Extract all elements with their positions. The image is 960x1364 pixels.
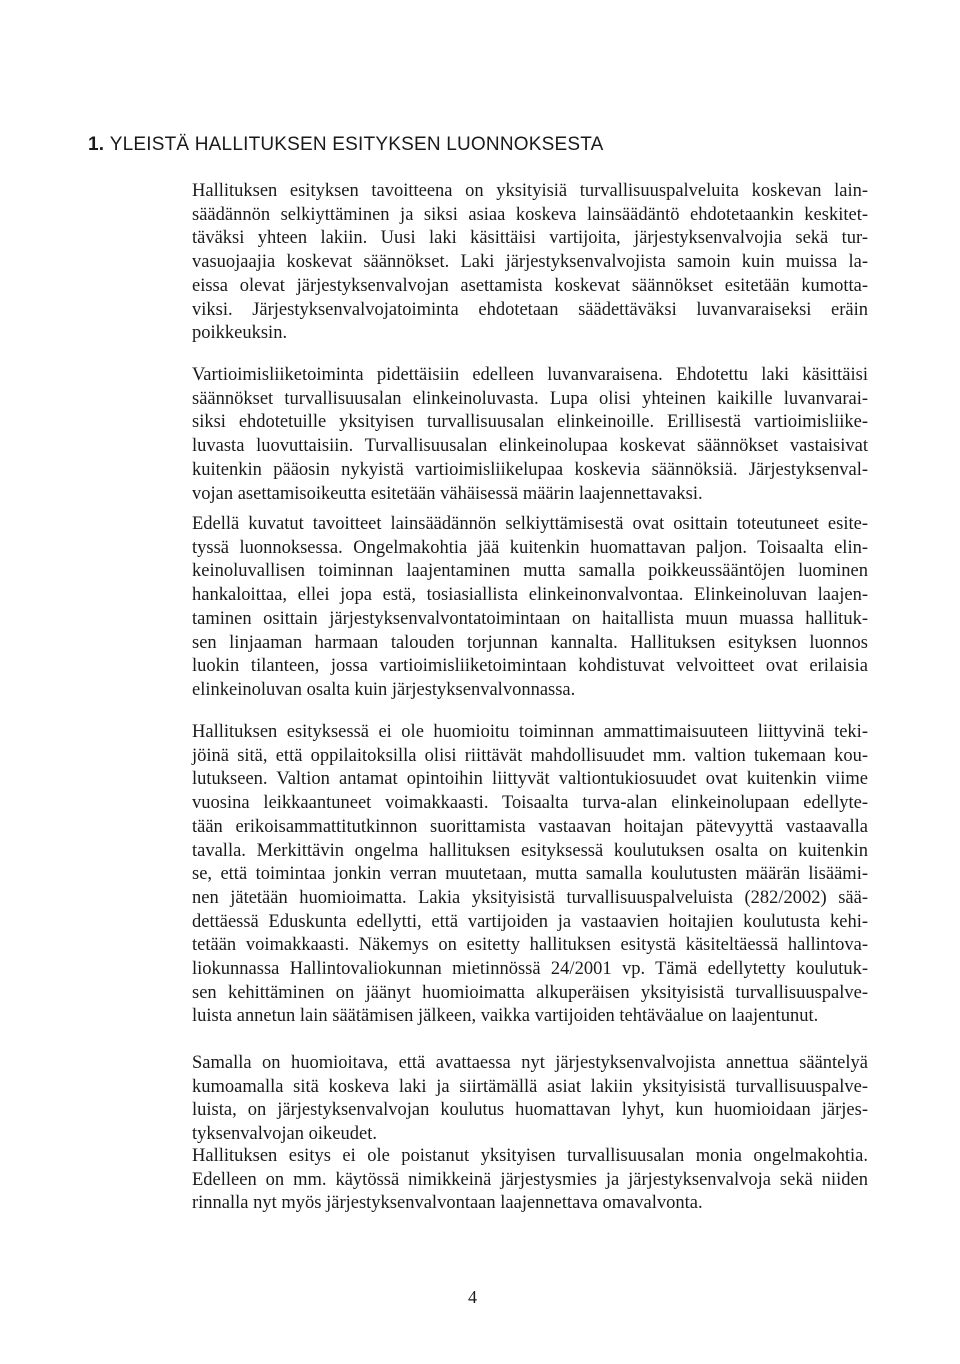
page-number: 4 [468, 1287, 477, 1307]
paragraph-line: Edellä kuvatut tavoitteet lainsäädännön selkiyttämisestä ovat osittain toteutuneet esite- [192, 514, 868, 534]
paragraph [192, 513, 868, 703]
paragraph-line: luista, on järjestyksenvalvojan koulutus huomattavan lyhyt, kun huomioidaan järjes- [192, 1100, 868, 1121]
paragraph-line: luvasta luovuttaisiin. Turvallisuusalan elinkeinolupaa koskevat säännökset vastaisivat [192, 436, 868, 457]
paragraph-line: nen jätetään huomioimatta. Lakia yksityisistä turvallisuuspalveluista (282/2002) sää- [192, 887, 868, 908]
paragraph-line: Samalla on huomioitava, että avattaessa nyt järjestyksenvalvojista annettua sääntelyä [192, 1053, 868, 1073]
paragraph-line: Hallituksen esitys ei ole poistanut yksityisen turvallisuusalan monia ongelmakohtia. [192, 1146, 868, 1166]
paragraph-line: tään erikoisammattitutkinnon suorittamista vastaavan hoitajan pätevyyttä vastaavalla [192, 816, 868, 837]
paragraph [192, 1145, 868, 1216]
paragraph-line: vuosina leikkaantuneet voimakkaasti. Toisaalta turva-alan elinkeinolupaan edellyte- [192, 793, 868, 814]
paragraph-line: kuitenkin pääosin nykyistä vartioimisliikelupaa koskevia säännöksiä. Järjestyksenval- [192, 459, 868, 480]
paragraph [192, 180, 868, 346]
paragraph-line: dettäessä Eduskunta edellytti, että vartijoiden ja vastaavien hoitajien koulutusta kehi- [192, 911, 868, 932]
paragraph-line: luista annetun lain säätämisen jälkeen, vaikka vartijoiden tehtäväalue on laajentunut. [192, 1006, 819, 1027]
paragraph-line: sen kehittäminen on jäänyt huomioimatta alkuperäisen yksityisistä turvallisuuspalve- [192, 982, 868, 1003]
paragraph [192, 721, 868, 1029]
paragraph-line: keinoluvallisen toiminnan laajentaminen mutta samalla poikkeussääntöjen luominen [192, 561, 868, 582]
paragraph-line: Vartioimisliiketoiminta pidettäisiin edelleen luvanvaraisena. Ehdotettu laki käsittäisi [192, 365, 868, 385]
paragraph-line: elinkeinoluvan osalta kuin järjestyksenvalvonnassa. [192, 679, 576, 700]
paragraph-line: lutukseen. Valtion antamat opintoihin liittyvät valtiontukiosuudet ovat kuitenkin viime [192, 769, 868, 790]
paragraph-line: tyssä luonnoksessa. Ongelmakohtia jää kuitenkin huomattavan paljon. Toisaalta elin- [192, 537, 868, 558]
paragraph-line: säädännön selkiyttäminen ja siksi asiaa koskeva lainsäädäntö ehdotetaankin keskitet- [192, 204, 868, 225]
section-title: YLEISTÄ HALLITUKSEN ESITYKSEN LUONNOKSESTA [109, 134, 604, 155]
paragraph-line: Hallituksen esityksen tavoitteena on yksityisiä turvallisuuspalveluita koskevan lain- [192, 181, 868, 201]
paragraph-line: luokin tilanteen, jossa vartioimisliiketoimintaan kohdistuvat velvoitteet ovat erilaisia [192, 656, 868, 677]
paragraph-line: se, että toimintaa jonkin verran muutetaan, mutta samalla koulutusten määrän lisäämi- [192, 864, 868, 885]
paragraph-line: tyksenvalvojan oikeudet. [192, 1124, 377, 1145]
paragraph-line: poikkeuksin. [192, 323, 288, 344]
paragraph-line: hankaloittaa, ellei jopa estä, tosiasiallista elinkeinonvalvontaa. Elinkeinoluvan laajen- [192, 585, 868, 606]
paragraph-line: siksi ehdotetuille yksityisen turvallisuusalan elinkeinoille. Erillisestä vartioimisliike- [192, 412, 868, 433]
paragraph-line: Hallituksen esityksessä ei ole huomioitu toiminnan ammattimaisuuteen liittyvinä teki- [192, 722, 868, 742]
section-heading [88, 134, 603, 156]
paragraph-line: jöinä sitä, että oppilaitoksilla olisi riittävät mahdollisuudet mm. valtion tukemaan kou- [192, 745, 868, 766]
paragraph-line: vasuojaajia koskevat säännökset. Laki järjestyksenvalvojista samoin kuin muissa la- [192, 252, 868, 273]
paragraph-line: rinnalla nyt myös järjestyksenvalvontaan laajennettava omavalvonta. [192, 1193, 703, 1214]
paragraph-line: Edelleen on mm. käytössä nimikkeinä järjestysmies ja järjestyksenvalvoja sekä niiden [192, 1169, 868, 1190]
section-number: 1. [88, 134, 105, 155]
paragraph-line: viksi. Järjestyksenvalvojatoiminta ehdotetaan säädettäväksi luvanvaraiseksi eräin [192, 299, 868, 320]
paragraph [192, 364, 868, 506]
paragraph-line: sen linjaaman harmaan talouden torjunnan kannalta. Hallituksen esityksen luonnos [192, 632, 868, 653]
paragraph-line: täväksi yhteen lakiin. Uusi laki käsittäisi vartijoita, järjestyksenvalvojia sekä tur- [192, 228, 868, 249]
paragraph [192, 1052, 868, 1147]
paragraph-line: tetään voimakkaasti. Näkemys on esitetty hallituksen esitystä käsiteltäessä hallintova- [192, 935, 868, 956]
paragraph-line: taminen osittain järjestyksenvalvontatoimintaan on haitallista muun muassa hallituk- [192, 608, 868, 629]
paragraph-line: eissa olevat järjestyksenvalvojan asettamista koskevat säännökset esitetään kumotta- [192, 275, 868, 296]
paragraph-line: säännökset turvallisuusalan elinkeinoluvasta. Lupa olisi yhteinen kaikille luvanvarai- [192, 388, 868, 409]
paragraph-line: tavalla. Merkittävin ongelma hallituksen esityksessä koulutuksen osalta on kuitenkin [192, 840, 868, 861]
paragraph-line: vojan asettamisoikeutta esitetään vähäisessä määrin laajennettavaksi. [192, 483, 703, 504]
paragraph-line: liokunnassa Hallintovaliokunnan mietinnössä 24/2001 vp. Tämä edellytetty koulutuk- [192, 959, 868, 980]
paragraph-line: kumoamalla sitä koskeva laki ja siirtämällä asiat lakiin yksityisistä turvallisuuspalve- [192, 1076, 868, 1097]
